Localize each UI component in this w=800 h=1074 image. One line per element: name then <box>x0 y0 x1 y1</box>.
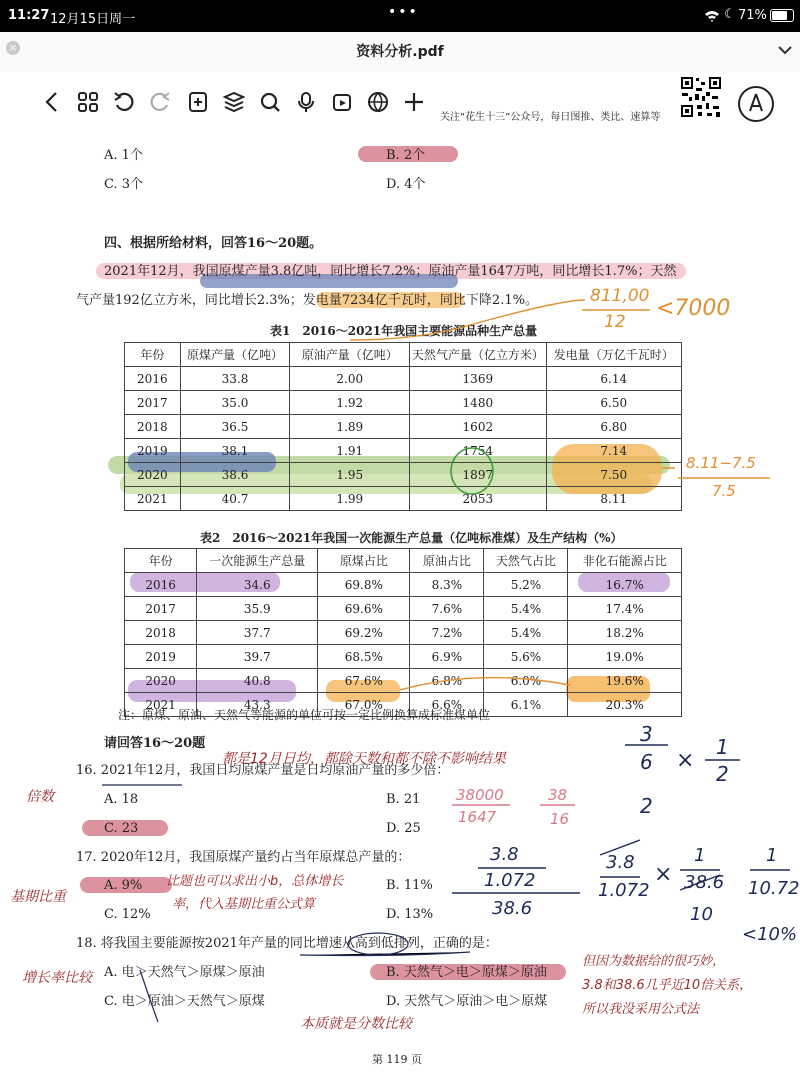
ink-math-38c: 3.8 <box>606 852 635 873</box>
section-heading: 四、根据所给材料，回答16～20题。 <box>104 236 323 251</box>
table-cell: 67.0% <box>318 693 410 717</box>
table-cell: 69.8% <box>318 573 410 597</box>
table-cell: 6.9% <box>410 645 484 669</box>
ink-note-multiple: 倍数 <box>26 789 54 805</box>
q16-option-d: D. 25 <box>386 821 421 836</box>
ink-math-38: 38 <box>548 786 568 804</box>
table-cell: 2.00 <box>290 367 410 391</box>
ink-math-times: × <box>676 748 695 773</box>
table-cell: 16.7% <box>568 573 682 597</box>
ink-math-6: 6 <box>640 750 653 774</box>
table1-header: 发电量（万亿千瓦时） <box>546 343 681 367</box>
table-cell: 2020 <box>125 463 181 487</box>
ink-note-daily: 都是12月日均，都除天数和都不除不影响结果 <box>222 751 506 767</box>
table-cell: 40.8 <box>197 669 318 693</box>
battery-percent: 71% <box>738 8 767 23</box>
ink-lt7000: <7000 <box>656 296 731 321</box>
table-cell: 2018 <box>125 415 181 439</box>
table-cell: 2021 <box>125 693 197 717</box>
table-cell: 6.80 <box>546 415 681 439</box>
table-cell: 36.5 <box>180 415 290 439</box>
table-cell: 19.0% <box>568 645 682 669</box>
q18-stem: 18. 将我国主要能源按2021年产量的同比增速从高到低排列，正确的是： <box>76 936 498 951</box>
table-cell: 69.6% <box>318 597 410 621</box>
table2-header: 一次能源生产总量 <box>197 549 318 573</box>
paragraph-line2: 气产量192亿立方米，同比增长2.3%；发电量7234亿千瓦时，同比下降2.1%。 <box>76 293 538 308</box>
ink-math-1072: 1.072 <box>484 870 536 891</box>
table-cell: 2020 <box>125 669 197 693</box>
ink-note-rate: 率，代入基期比重公式算 <box>172 897 316 912</box>
q16-option-a: A. 18 <box>104 792 139 807</box>
q16-option-c: C. 23 <box>104 821 139 836</box>
table-cell: 34.6 <box>197 573 318 597</box>
ink-math-1c: 1 <box>766 845 778 866</box>
q17-option-c: C. 12% <box>104 907 151 922</box>
q15-option-b: B. 2个 <box>386 148 426 163</box>
table-cell: 7.14 <box>546 439 681 463</box>
status-date: 12月15日周一 <box>50 12 136 27</box>
table-cell: 39.7 <box>197 645 318 669</box>
table-cell: 35.9 <box>197 597 318 621</box>
ink-811: 811,00 <box>590 286 650 306</box>
table-cell: 1897 <box>410 463 546 487</box>
table-cell: 7.2% <box>410 621 484 645</box>
table-cell: 1369 <box>410 367 546 391</box>
more-dots-icon[interactable]: ••• <box>388 4 419 20</box>
table2-header: 原油占比 <box>410 549 484 573</box>
q15-option-c: C. 3个 <box>104 177 144 192</box>
q15-option-a: A. 1个 <box>104 148 143 163</box>
q18-option-b: B. 天然气＞电＞原煤＞原油 <box>386 965 547 980</box>
q17-option-a: A. 9% <box>104 878 143 893</box>
table-cell: 1480 <box>410 391 546 415</box>
table-cell: 1.99 <box>290 487 410 511</box>
ink-note-growth: 增长率比较 <box>22 970 92 986</box>
ink-math-times-2: × <box>654 862 673 887</box>
q16-option-b: B. 21 <box>386 792 421 807</box>
ink-math-10: 10 <box>690 904 713 925</box>
ink-note-fraction: 本质就是分数比较 <box>300 1016 412 1032</box>
table-cell: 5.4% <box>484 621 568 645</box>
table-cell: 2019 <box>125 645 197 669</box>
questions-intro: 请回答16～20题 <box>104 736 206 751</box>
table-cell: 6.50 <box>546 391 681 415</box>
table-cell: 8.11 <box>546 487 681 511</box>
table2-header: 非化石能源占比 <box>568 549 682 573</box>
table-cell: 38.1 <box>180 439 290 463</box>
ink-math-1a: 1 <box>716 735 729 759</box>
table-cell: 1.91 <box>290 439 410 463</box>
table-cell: 1.95 <box>290 463 410 487</box>
table-cell: 2019 <box>125 439 181 463</box>
page-number: 第 119 页 <box>372 1053 422 1066</box>
table-cell: 6.6% <box>410 693 484 717</box>
table-cell: 2053 <box>410 487 546 511</box>
table-cell: 7.50 <box>546 463 681 487</box>
table-cell: 19.6% <box>568 669 682 693</box>
table-cell: 1754 <box>410 439 546 463</box>
table-cell: 38.6 <box>180 463 290 487</box>
table-cell: 2017 <box>125 391 181 415</box>
ink-note-b: 比题也可以求出小b，总体增长 <box>166 874 344 889</box>
q17-option-b: B. 11% <box>386 878 433 893</box>
table2-header: 天然气占比 <box>484 549 568 573</box>
ink-math-386: 38.6 <box>492 898 533 919</box>
table2-note: 注：原煤、原油、天然气等能源的单位可按一定比例换算成标准煤单位 <box>118 708 491 722</box>
table-cell: 67.6% <box>318 669 410 693</box>
table-cell: 68.5% <box>318 645 410 669</box>
status-time: 11:27 <box>8 8 50 23</box>
ink-math-1072b: 1.072 <box>598 880 650 901</box>
table1-header: 天然气产量（亿立方米） <box>410 343 546 367</box>
table-cell: 18.2% <box>568 621 682 645</box>
ink-12: 12 <box>604 312 626 332</box>
table-cell: 5.6% <box>484 645 568 669</box>
table-cell: 5.2% <box>484 573 568 597</box>
ink-math-2b: 2 <box>640 794 653 818</box>
ink-math-386b: 38.6 <box>684 872 725 893</box>
table1-header: 年份 <box>125 343 181 367</box>
ink-note-right-2: 3.8和38.6几乎近10倍关系， <box>582 978 753 993</box>
table-cell: 2016 <box>125 573 197 597</box>
table-cell: 20.3% <box>568 693 682 717</box>
q15-option-d: D. 4个 <box>386 177 426 192</box>
ink-math-lt10: <10% <box>742 924 798 945</box>
table-cell: 6.8% <box>410 669 484 693</box>
close-icon[interactable]: × <box>6 41 20 55</box>
table-cell: 6.1% <box>484 693 568 717</box>
table-cell: 33.8 <box>180 367 290 391</box>
ink-math-38000: 38000 <box>456 786 504 804</box>
ink-math-3: 3 <box>640 722 653 746</box>
table-cell: 7.6% <box>410 597 484 621</box>
table2-header: 年份 <box>125 549 197 573</box>
q18-option-d: D. 天然气＞原油＞电＞原煤 <box>386 994 548 1009</box>
q18-option-c: C. 电＞原油＞天然气＞原煤 <box>104 994 265 1009</box>
table-cell: 37.7 <box>197 621 318 645</box>
table-cell: 6.0% <box>484 669 568 693</box>
ink-75: 7.5 <box>712 482 736 500</box>
table-cell: 2021 <box>125 487 181 511</box>
table2-header: 原煤占比 <box>318 549 410 573</box>
table1-header: 原油产量（亿吨） <box>290 343 410 367</box>
table-cell: 43.3 <box>197 693 318 717</box>
ink-note-right-1: 但因为数据给的很巧妙， <box>582 954 726 969</box>
ink-math-16: 16 <box>550 810 570 828</box>
table-cell: 8.3% <box>410 573 484 597</box>
table-cell: 40.7 <box>180 487 290 511</box>
table-cell: 2016 <box>125 367 181 391</box>
table2-title: 表2 2016～2021年我国一次能源生产总量（亿吨标准煤）及生产结构（%） <box>200 531 623 545</box>
table-cell: 1.89 <box>290 415 410 439</box>
moon-icon: ☾ <box>724 7 736 22</box>
table-cell: 1602 <box>410 415 546 439</box>
q16-stem: 16. 2021年12月，我国日均原煤产量是日均原油产量的多少倍： <box>76 763 450 778</box>
table-cell: 35.0 <box>180 391 290 415</box>
ink-math-1647: 1647 <box>458 808 497 826</box>
ink-math-1b: 1 <box>694 845 706 866</box>
table-cell: 69.2% <box>318 621 410 645</box>
q18-option-a: A. 电＞天然气＞原煤＞原油 <box>104 965 265 980</box>
table-cell: 5.4% <box>484 597 568 621</box>
document-title: 资料分析.pdf <box>356 44 444 60</box>
table-cell: 17.4% <box>568 597 682 621</box>
promo-text: 关注“花生十三”公众号，每日图推、类比、速算等 <box>440 112 661 123</box>
table-cell: 6.14 <box>546 367 681 391</box>
paragraph-line1: 2021年12月，我国原煤产量3.8亿吨，同比增长7.2%；原油产量1647万吨，同比增长1.7%；天然 <box>104 264 677 279</box>
ink-math-2a: 2 <box>716 762 729 786</box>
ink-note-base-share: 基期比重 <box>10 889 66 905</box>
ink-811-75: 8.11−7.5 <box>686 454 756 472</box>
table-cell: 2017 <box>125 597 197 621</box>
q17-stem: 17. 2020年12月，我国原煤产量约占当年原煤总产量的： <box>76 850 411 865</box>
ink-math-38b: 3.8 <box>490 844 519 865</box>
ink-math-1072c: 10.72 <box>748 878 800 899</box>
table1-header: 原煤产量（亿吨） <box>180 343 290 367</box>
q17-option-d: D. 13% <box>386 907 434 922</box>
table-cell: 1.92 <box>290 391 410 415</box>
table1-title: 表1 2016～2021年我国主要能源品种生产总量 <box>270 324 538 338</box>
table-cell: 2018 <box>125 621 197 645</box>
ink-note-right-3: 所以我没采用公式法 <box>582 1002 700 1017</box>
